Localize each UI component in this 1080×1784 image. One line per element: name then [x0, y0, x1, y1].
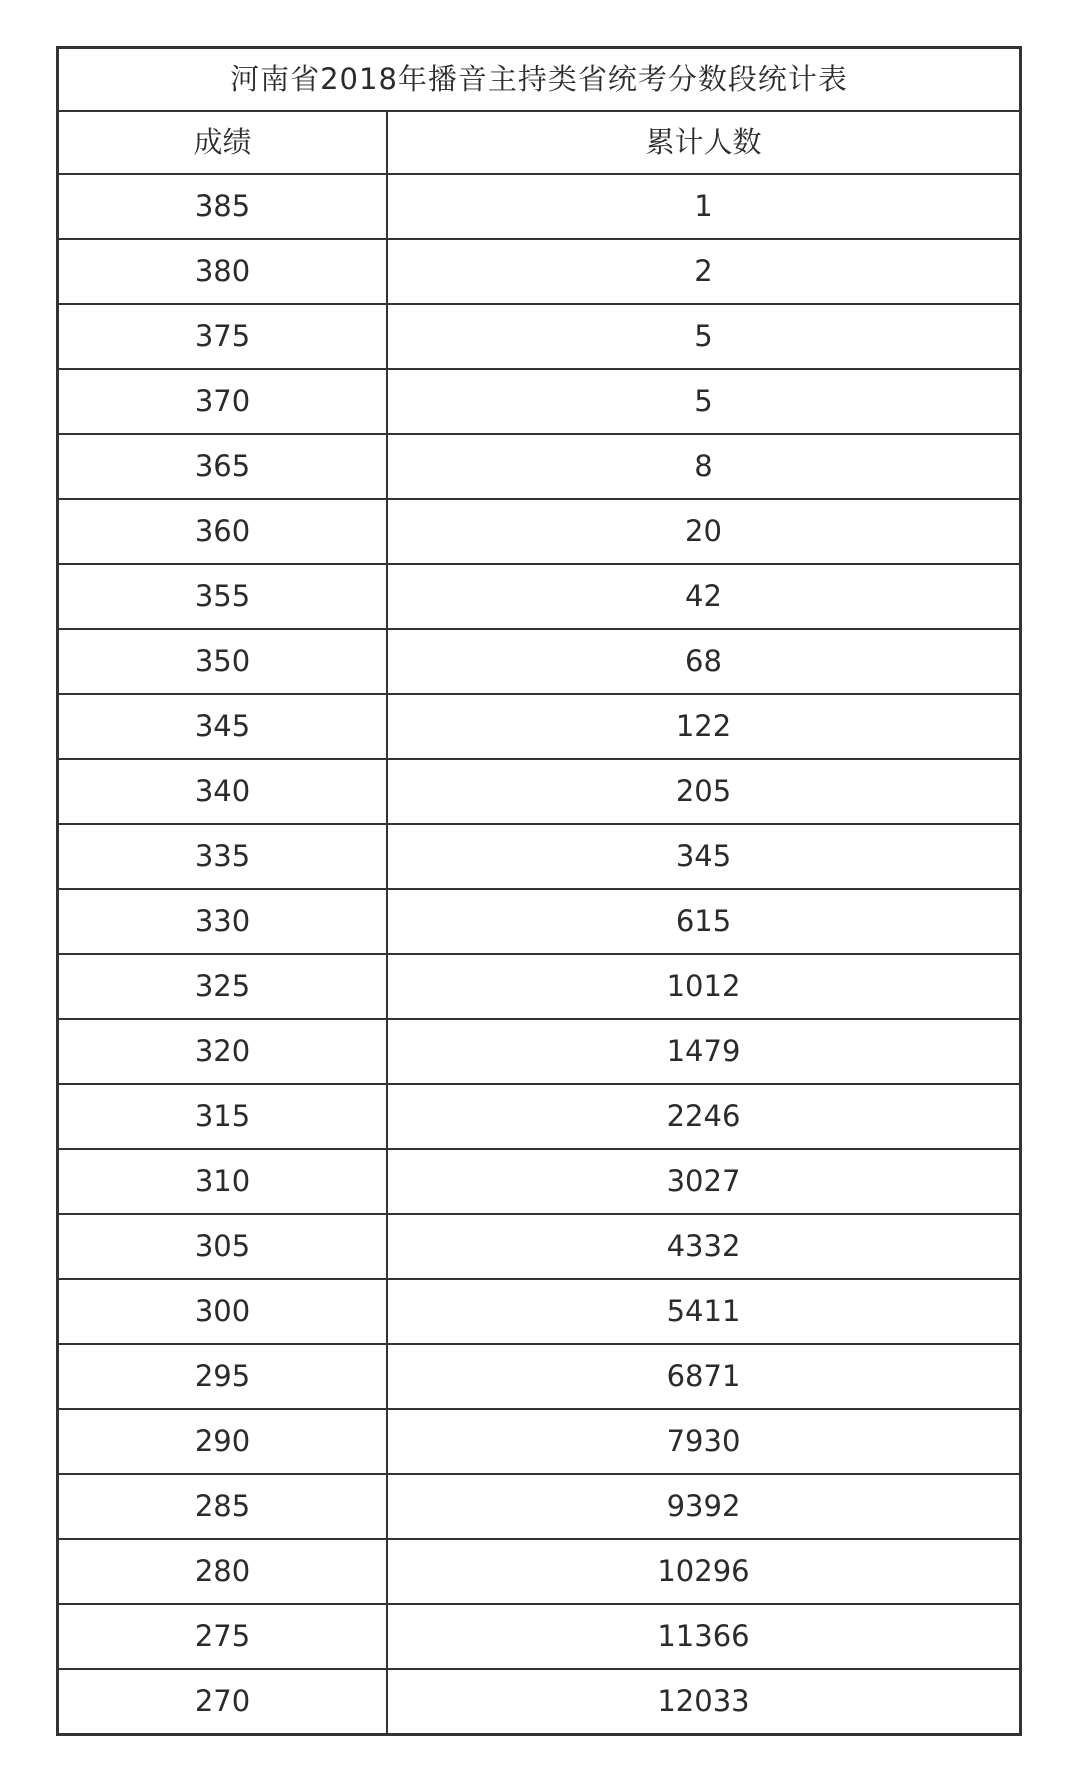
cumulative-count-cell: 2246	[387, 1084, 1019, 1149]
table-row	[59, 434, 1019, 499]
cumulative-count-cell: 68	[387, 629, 1019, 694]
score-cell: 365	[59, 434, 387, 499]
score-cell: 345	[59, 694, 387, 759]
table-row	[59, 1604, 1019, 1669]
cumulative-count-cell: 10296	[387, 1539, 1019, 1604]
header-row	[59, 111, 1019, 174]
table-row	[59, 629, 1019, 694]
score-statistics-sheet	[56, 46, 1022, 1736]
cumulative-count-cell: 2	[387, 239, 1019, 304]
table-row	[59, 694, 1019, 759]
score-cell: 340	[59, 759, 387, 824]
cumulative-count-cell: 1	[387, 174, 1019, 239]
cumulative-count-cell: 1012	[387, 954, 1019, 1019]
score-cell: 275	[59, 1604, 387, 1669]
table-row	[59, 564, 1019, 629]
cumulative-count-cell: 12033	[387, 1669, 1019, 1733]
table-row	[59, 889, 1019, 954]
table-row	[59, 1214, 1019, 1279]
cumulative-count-cell: 5411	[387, 1279, 1019, 1344]
table-row	[59, 1474, 1019, 1539]
score-cell: 285	[59, 1474, 387, 1539]
table-row	[59, 304, 1019, 369]
table-row	[59, 499, 1019, 564]
table-title: 河南省2018年播音主持类省统考分数段统计表	[59, 49, 1019, 111]
cumulative-count-cell: 7930	[387, 1409, 1019, 1474]
cumulative-count-cell: 4332	[387, 1214, 1019, 1279]
score-cell: 350	[59, 629, 387, 694]
table-row	[59, 1279, 1019, 1344]
cumulative-count-cell: 20	[387, 499, 1019, 564]
cumulative-count-cell: 205	[387, 759, 1019, 824]
column-header-score: 成绩	[59, 111, 387, 174]
cumulative-count-cell: 3027	[387, 1149, 1019, 1214]
cumulative-count-cell: 122	[387, 694, 1019, 759]
score-cell: 290	[59, 1409, 387, 1474]
cumulative-count-cell: 9392	[387, 1474, 1019, 1539]
cumulative-count-cell: 615	[387, 889, 1019, 954]
table-body	[59, 174, 1019, 1733]
score-cell: 310	[59, 1149, 387, 1214]
title-row	[59, 49, 1019, 111]
score-cell: 360	[59, 499, 387, 564]
table-row	[59, 239, 1019, 304]
table-row	[59, 759, 1019, 824]
score-cell: 330	[59, 889, 387, 954]
table-row	[59, 824, 1019, 889]
table-row	[59, 954, 1019, 1019]
score-cell: 280	[59, 1539, 387, 1604]
table-row	[59, 1149, 1019, 1214]
table-row	[59, 369, 1019, 434]
score-cell: 355	[59, 564, 387, 629]
table-row	[59, 1084, 1019, 1149]
score-cell: 295	[59, 1344, 387, 1409]
score-distribution-table	[59, 49, 1019, 1733]
cumulative-count-cell: 42	[387, 564, 1019, 629]
score-cell: 380	[59, 239, 387, 304]
score-cell: 370	[59, 369, 387, 434]
score-cell: 300	[59, 1279, 387, 1344]
cumulative-count-cell: 345	[387, 824, 1019, 889]
score-cell: 335	[59, 824, 387, 889]
score-cell: 320	[59, 1019, 387, 1084]
table-row	[59, 1019, 1019, 1084]
cumulative-count-cell: 8	[387, 434, 1019, 499]
score-cell: 305	[59, 1214, 387, 1279]
cumulative-count-cell: 5	[387, 304, 1019, 369]
score-cell: 270	[59, 1669, 387, 1733]
score-cell: 375	[59, 304, 387, 369]
table-row	[59, 1409, 1019, 1474]
cumulative-count-cell: 5	[387, 369, 1019, 434]
table-row	[59, 174, 1019, 239]
table-row	[59, 1539, 1019, 1604]
cumulative-count-cell: 11366	[387, 1604, 1019, 1669]
column-header-cumulative-count: 累计人数	[387, 111, 1019, 174]
score-cell: 325	[59, 954, 387, 1019]
cumulative-count-cell: 6871	[387, 1344, 1019, 1409]
score-cell: 315	[59, 1084, 387, 1149]
table-row	[59, 1344, 1019, 1409]
score-cell: 385	[59, 174, 387, 239]
table-row	[59, 1669, 1019, 1733]
cumulative-count-cell: 1479	[387, 1019, 1019, 1084]
